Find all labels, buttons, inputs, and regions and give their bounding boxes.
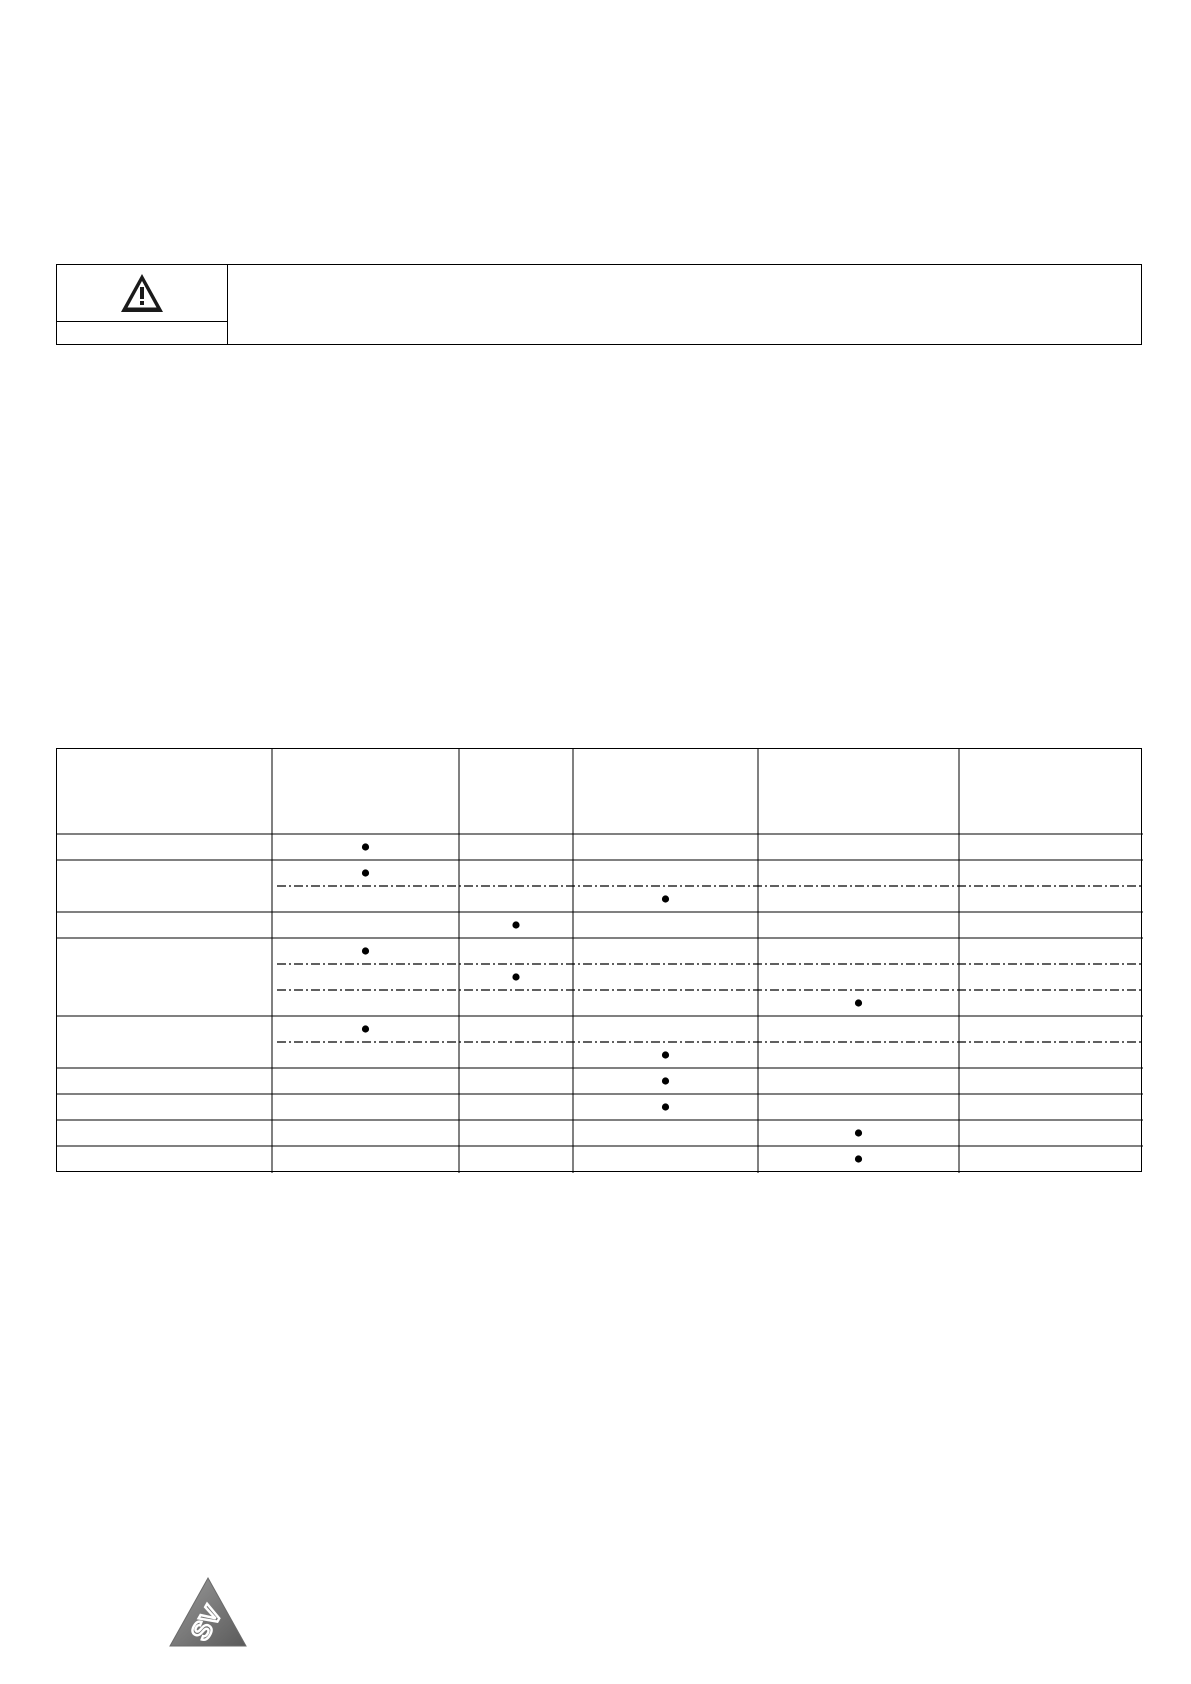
matrix-table [56,748,1142,1172]
svg-text:SV: SV [184,1600,228,1646]
warning-text [237,275,1131,334]
sv-logo-icon [168,1576,248,1648]
check-dot [855,1129,862,1136]
check-dot [855,999,862,1006]
check-dot [662,1077,669,1084]
check-dot [662,1103,669,1110]
warning-icon-area [57,265,227,322]
warning-box [56,264,1142,345]
check-dot [362,947,369,954]
check-dot [662,895,669,902]
check-dot [512,973,519,980]
check-dot [662,1051,669,1058]
check-dot [855,1155,862,1162]
warning-icon-label [57,322,227,345]
check-dot [362,869,369,876]
warning-triangle-icon [119,272,165,314]
matrix-grid [57,749,1143,1173]
sv-triangle-logo [168,1576,248,1648]
check-dot [362,843,369,850]
check-dot [362,1025,369,1032]
warning-icon-cell [57,265,228,344]
check-dot [512,921,519,928]
